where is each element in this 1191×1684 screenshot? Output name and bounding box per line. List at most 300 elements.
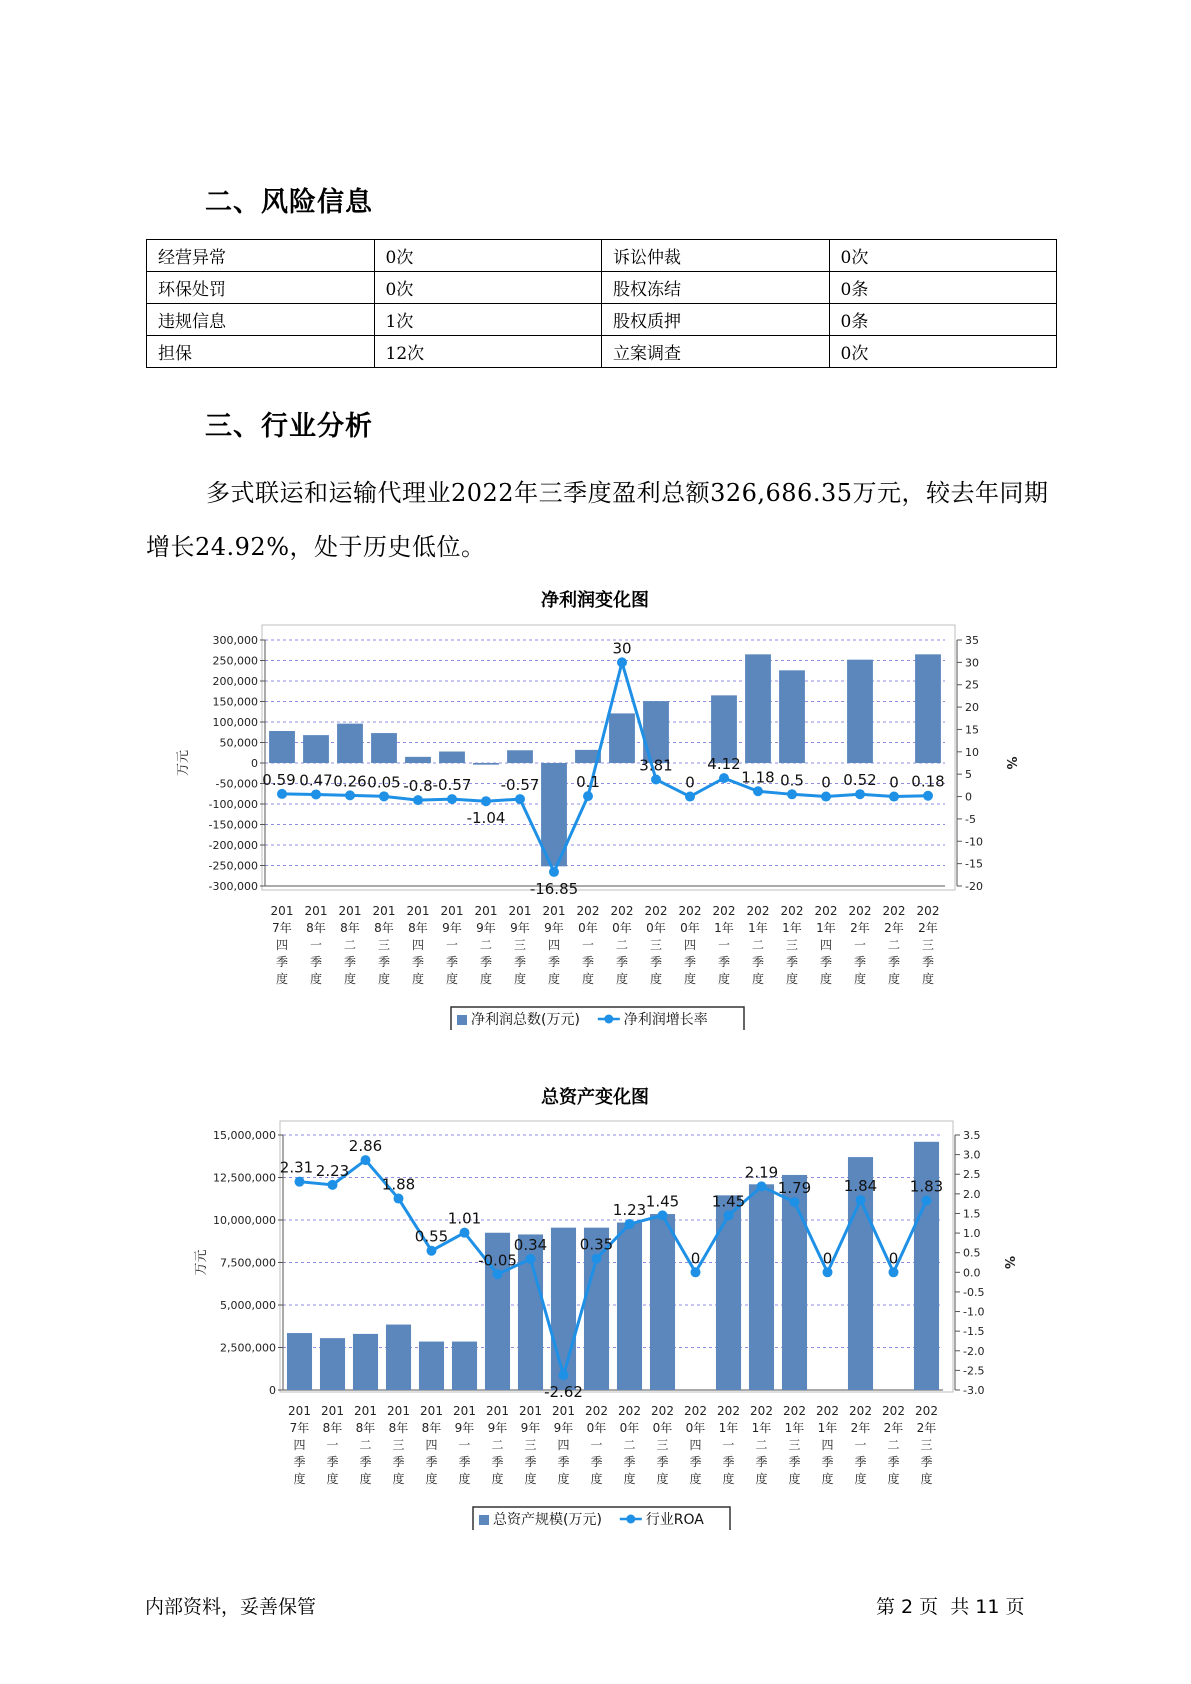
data-label: 3.81 <box>639 756 673 775</box>
category-label: 9年 <box>544 921 564 935</box>
category-label: 度 <box>513 972 527 986</box>
data-label: 0 <box>690 1249 701 1268</box>
category-label: 1年 <box>714 921 734 935</box>
category-label: 一 <box>853 938 867 952</box>
bar <box>337 724 363 763</box>
category-label: 2年 <box>850 921 870 935</box>
line-point <box>413 795 423 805</box>
line-point <box>592 1254 602 1264</box>
bar <box>745 654 771 763</box>
risk-label-cell: 诉讼仲裁 <box>602 240 830 272</box>
category-label: 度 <box>751 972 765 986</box>
legend-line-marker <box>604 1015 613 1024</box>
risk-value-cell: 0条 <box>829 272 1057 304</box>
y-tick-label: -200,000 <box>208 839 258 852</box>
legend-bar-label: 总资产规模(万元) <box>493 1512 602 1528</box>
line-point <box>526 1254 536 1264</box>
y2-tick-label: -2.5 <box>963 1364 985 1378</box>
bar <box>716 1195 741 1390</box>
y2-tick-label: 3.0 <box>963 1148 981 1162</box>
category-label: 度 <box>425 1472 438 1486</box>
category-label: 季 <box>788 1455 801 1469</box>
line-point <box>617 657 627 667</box>
chart1-title: 净利润变化图 <box>541 590 649 611</box>
category-label: 一 <box>458 1438 471 1452</box>
category-label: 度 <box>656 1472 669 1486</box>
category-label: 二 <box>887 938 901 952</box>
data-label: 1.18 <box>741 768 775 787</box>
data-label: 0.26 <box>333 772 367 791</box>
category-label: 202 <box>610 904 634 918</box>
legend-bar-swatch <box>457 1015 467 1025</box>
category-label: 度 <box>581 972 595 986</box>
legend-line-label: 净利润增长率 <box>623 1012 708 1028</box>
category-label: 季 <box>445 955 459 969</box>
risk-value-cell: 0条 <box>829 304 1057 336</box>
line-point <box>625 1219 635 1229</box>
category-label: 9年 <box>487 1421 508 1435</box>
industry-paragraph: 多式联运和运输代理业2022年三季度盈利总额326,686.35万元，较去年同期增长24.92%，处于历史低位。 <box>146 479 1049 561</box>
y2-tick-label: 5 <box>965 768 972 782</box>
data-label: 30 <box>612 639 632 658</box>
category-label: 一 <box>445 938 459 952</box>
line-point <box>447 794 457 804</box>
y-tick-label: -300,000 <box>208 880 258 893</box>
bar <box>439 752 465 763</box>
category-label: 二 <box>479 938 493 952</box>
category-label: 201 <box>288 1404 311 1418</box>
y2-tick-label: 1.0 <box>963 1227 981 1241</box>
category-label: 202 <box>618 1404 641 1418</box>
data-label: 0.1 <box>576 773 600 792</box>
y-tick-label: 300,000 <box>212 634 258 647</box>
category-label: 四 <box>819 938 833 952</box>
bar <box>452 1342 477 1390</box>
bar <box>650 1214 675 1390</box>
category-label: 季 <box>921 955 935 969</box>
category-label: 季 <box>275 955 289 969</box>
y-tick-label: 150,000 <box>212 695 258 709</box>
category-label: 度 <box>411 972 425 986</box>
category-label: 1年 <box>748 921 768 935</box>
category-label: 季 <box>722 1455 735 1469</box>
category-label: 三 <box>788 1438 801 1452</box>
category-label: 季 <box>656 1455 669 1469</box>
data-label: -0.57 <box>500 776 540 795</box>
category-label: 7年 <box>272 921 292 935</box>
line-point <box>515 794 525 804</box>
data-label: 2.31 <box>279 1158 314 1177</box>
category-label: 度 <box>785 972 799 986</box>
risk-table-row <box>147 240 1057 272</box>
category-label: 8年 <box>374 921 394 935</box>
y-tick-label: 12,500,000 <box>213 1171 276 1185</box>
y2-tick-label: 2.5 <box>963 1168 981 1182</box>
category-label: 二 <box>755 1438 768 1452</box>
category-label: 四 <box>275 938 289 952</box>
category-label: 0年 <box>578 921 598 935</box>
category-label: 季 <box>513 955 527 969</box>
category-label: 季 <box>392 1455 405 1469</box>
category-label: 8年 <box>322 1421 343 1435</box>
line-point <box>685 792 695 802</box>
y2-tick-label: 10 <box>965 745 979 759</box>
category-label: 四 <box>411 938 425 952</box>
bar <box>303 735 329 763</box>
bar <box>711 695 737 763</box>
category-label: 季 <box>359 1455 372 1469</box>
y-tick-label: 50,000 <box>219 736 258 750</box>
category-label: 201 <box>519 1404 542 1418</box>
y-tick-label: 7,500,000 <box>220 1256 276 1270</box>
data-label: 0 <box>889 773 899 792</box>
risk-value-cell: 0次 <box>829 240 1057 272</box>
category-label: 度 <box>275 972 289 986</box>
risk-label-cell: 环保处罚 <box>147 272 375 304</box>
category-label: 202 <box>780 904 804 918</box>
line-point <box>753 786 763 796</box>
line-point <box>691 1267 701 1277</box>
category-label: 三 <box>392 1438 405 1452</box>
category-label: 1年 <box>718 1421 739 1435</box>
y-tick-label: 5,000,000 <box>220 1299 276 1312</box>
category-label: 201 <box>508 904 532 918</box>
y2-tick-label: 30 <box>965 656 979 670</box>
data-label: 1.84 <box>843 1177 878 1196</box>
category-label: 8年 <box>388 1421 409 1435</box>
data-label: 1.45 <box>711 1192 746 1211</box>
bar <box>782 1175 807 1390</box>
y2-tick-label: -20 <box>965 880 983 893</box>
category-label: 三 <box>656 1438 669 1452</box>
category-label: 1年 <box>782 921 802 935</box>
category-label: 9年 <box>553 1421 574 1435</box>
category-label: 季 <box>819 955 833 969</box>
category-label: 2年 <box>916 1421 937 1435</box>
bar <box>617 1223 642 1390</box>
legend-bar-label: 净利润总数(万元) <box>471 1012 580 1028</box>
y-tick-label: -250,000 <box>208 859 258 873</box>
category-label: 度 <box>590 1472 603 1486</box>
category-label: 度 <box>921 972 935 986</box>
y2-tick-label: -3.0 <box>963 1384 985 1397</box>
category-label: 201 <box>406 904 430 918</box>
category-label: 202 <box>717 1404 740 1418</box>
category-label: 季 <box>683 955 697 969</box>
category-label: 一 <box>326 1438 339 1452</box>
category-label: 度 <box>623 1472 636 1486</box>
line-point <box>277 789 287 799</box>
category-label: 度 <box>524 1472 537 1486</box>
line-point <box>427 1246 437 1256</box>
category-label: 201 <box>440 904 464 918</box>
category-label: 201 <box>486 1404 509 1418</box>
data-label: 0 <box>821 773 831 792</box>
category-label: 0年 <box>619 1421 640 1435</box>
category-label: 三 <box>377 938 391 952</box>
category-label: 度 <box>722 1472 735 1486</box>
category-label: 0年 <box>652 1421 673 1435</box>
bar <box>609 713 635 763</box>
risk-value-cell: 0次 <box>374 240 602 272</box>
risk-value-cell: 1次 <box>374 304 602 336</box>
category-label: 2年 <box>883 1421 904 1435</box>
category-label: 201 <box>552 1404 575 1418</box>
category-label: 一 <box>717 938 731 952</box>
category-label: 8年 <box>306 921 326 935</box>
line-point <box>790 1197 800 1207</box>
category-label: 202 <box>585 1404 608 1418</box>
risk-table-row <box>147 336 1057 368</box>
category-label: 202 <box>848 904 872 918</box>
category-label: 季 <box>377 955 391 969</box>
category-label: 0年 <box>685 1421 706 1435</box>
category-label: 0年 <box>586 1421 607 1435</box>
category-label: 度 <box>392 1472 405 1486</box>
category-label: 201 <box>453 1404 476 1418</box>
y-tick-label: 0 <box>269 1384 276 1397</box>
category-label: 二 <box>491 1438 504 1452</box>
y2-tick-label: 25 <box>965 678 979 692</box>
data-label: 1.83 <box>909 1177 944 1196</box>
category-label: 201 <box>372 904 396 918</box>
line-point <box>379 791 389 801</box>
category-label: 202 <box>750 1404 773 1418</box>
line-point <box>460 1228 470 1238</box>
risk-label-cell: 违规信息 <box>147 304 375 336</box>
category-label: 季 <box>689 1455 702 1469</box>
category-label: 2年 <box>918 921 938 935</box>
category-label: 202 <box>712 904 736 918</box>
y2-tick-label: -1.5 <box>963 1325 985 1339</box>
data-label: 0.05 <box>367 773 401 792</box>
category-label: 8年 <box>421 1421 442 1435</box>
y-tick-label: 10,000,000 <box>213 1214 276 1227</box>
y2-tick-label: 0.0 <box>963 1266 981 1280</box>
category-label: 202 <box>783 1404 806 1418</box>
category-label: 1年 <box>816 921 836 935</box>
category-label: 度 <box>649 972 663 986</box>
line-point <box>361 1155 371 1165</box>
category-label: 季 <box>853 955 867 969</box>
category-label: 季 <box>581 955 595 969</box>
footer-page-number: 第 2 页 共 11 页 <box>876 1596 1025 1618</box>
category-label: 2年 <box>850 1421 871 1435</box>
risk-label-cell: 立案调查 <box>602 336 830 368</box>
bar <box>320 1338 345 1390</box>
category-label: 季 <box>411 955 425 969</box>
y2-tick-label: 3.5 <box>963 1129 981 1142</box>
data-label: -2.62 <box>544 1383 583 1402</box>
line-point <box>757 1181 767 1191</box>
category-label: 三 <box>524 1438 537 1452</box>
category-label: 度 <box>854 1472 867 1486</box>
category-label: 度 <box>755 1472 768 1486</box>
y-tick-label: 250,000 <box>212 654 258 668</box>
category-label: 季 <box>343 955 357 969</box>
category-label: 8年 <box>355 1421 376 1435</box>
category-label: 201 <box>270 904 294 918</box>
category-label: 1年 <box>784 1421 805 1435</box>
category-label: 度 <box>788 1472 801 1486</box>
category-label: 四 <box>689 1438 702 1452</box>
risk-label-cell: 经营异常 <box>147 240 375 272</box>
category-label: 四 <box>425 1438 438 1452</box>
risk-value-cell: 0次 <box>374 272 602 304</box>
risk-table-row <box>147 272 1057 304</box>
data-label: 0.35 <box>579 1235 614 1254</box>
line-point <box>922 1196 932 1206</box>
y2-tick-label: -10 <box>965 835 983 849</box>
data-label: 1.01 <box>447 1209 482 1228</box>
category-label: 202 <box>882 904 906 918</box>
category-label: 季 <box>854 1455 867 1469</box>
category-label: 一 <box>581 938 595 952</box>
data-label: 0.59 <box>262 770 296 789</box>
legend-line-marker <box>626 1515 635 1524</box>
category-label: 二 <box>343 938 357 952</box>
category-label: 季 <box>920 1455 933 1469</box>
data-label: 0 <box>685 773 695 792</box>
category-label: 三 <box>785 938 799 952</box>
line-point <box>658 1210 668 1220</box>
line-point <box>889 792 899 802</box>
bar <box>386 1325 411 1390</box>
line-point <box>724 1210 734 1220</box>
category-label: 7年 <box>289 1421 310 1435</box>
y-tick-label: 100,000 <box>212 716 258 729</box>
data-label: 0 <box>822 1249 833 1268</box>
category-label: 度 <box>458 1472 471 1486</box>
category-label: 二 <box>887 1438 900 1452</box>
section-title-risk: 二、风险信息 <box>205 187 373 218</box>
category-label: 0年 <box>646 921 666 935</box>
y2-tick-label: -5 <box>965 812 976 826</box>
category-label: 度 <box>821 1472 834 1486</box>
category-label: 季 <box>887 955 901 969</box>
line-point <box>328 1180 338 1190</box>
data-label: 0 <box>888 1249 899 1268</box>
y2-tick-label: 35 <box>965 634 979 647</box>
line-point <box>311 789 321 799</box>
bar <box>473 763 499 765</box>
category-label: 一 <box>309 938 323 952</box>
data-label: 0.34 <box>513 1235 548 1254</box>
category-label: 9年 <box>476 921 496 935</box>
data-label: -0.05 <box>478 1251 517 1270</box>
bar <box>507 750 533 763</box>
data-label: -0.8 <box>403 777 433 796</box>
category-label: 201 <box>321 1404 344 1418</box>
data-label: -1.04 <box>466 809 506 828</box>
y2-tick-label: 2.0 <box>963 1187 981 1201</box>
bar <box>269 731 295 763</box>
category-label: 9年 <box>454 1421 475 1435</box>
y-tick-label: 200,000 <box>212 675 258 688</box>
category-label: 202 <box>644 904 668 918</box>
category-label: 四 <box>557 1438 570 1452</box>
category-label: 202 <box>849 1404 872 1418</box>
data-label: 1.23 <box>612 1201 647 1220</box>
category-label: 三 <box>513 938 527 952</box>
category-label: 季 <box>821 1455 834 1469</box>
category-label: 季 <box>479 955 493 969</box>
category-label: 度 <box>853 972 867 986</box>
category-label: 三 <box>921 938 935 952</box>
category-label: 一 <box>590 1438 603 1452</box>
category-label: 季 <box>491 1455 504 1469</box>
y2-axis-label: % <box>1001 1255 1016 1270</box>
category-label: 度 <box>479 972 493 986</box>
y2-tick-label: 0 <box>965 790 972 804</box>
bar <box>551 1228 576 1390</box>
y2-tick-label: 20 <box>965 701 979 715</box>
category-label: 9年 <box>442 921 462 935</box>
bar <box>419 1342 444 1390</box>
y2-tick-label: -0.5 <box>963 1285 985 1299</box>
category-label: 一 <box>722 1438 735 1452</box>
category-label: 201 <box>542 904 566 918</box>
y-axis-label: 万元 <box>194 1249 209 1276</box>
risk-value-cell: 12次 <box>374 336 602 368</box>
line-point <box>855 789 865 799</box>
category-label: 202 <box>816 1404 839 1418</box>
line-point <box>394 1194 404 1204</box>
category-label: 季 <box>524 1455 537 1469</box>
category-label: 201 <box>474 904 498 918</box>
data-label: 2.19 <box>744 1163 779 1182</box>
category-label: 202 <box>678 904 702 918</box>
category-label: 季 <box>557 1455 570 1469</box>
data-label: -0.57 <box>432 776 472 795</box>
legend-bar-swatch <box>479 1515 489 1525</box>
category-label: 201 <box>420 1404 443 1418</box>
category-label: 二 <box>359 1438 372 1452</box>
data-label: 0.47 <box>299 771 333 790</box>
footer-confidential: 内部资料，妥善保管 <box>145 1596 317 1618</box>
data-label: 2.86 <box>348 1137 383 1156</box>
line-point <box>345 790 355 800</box>
category-label: 度 <box>309 972 323 986</box>
category-label: 1年 <box>751 1421 772 1435</box>
line-point <box>493 1269 503 1279</box>
category-label: 季 <box>717 955 731 969</box>
category-label: 2年 <box>884 921 904 935</box>
category-label: 202 <box>576 904 600 918</box>
category-label: 四 <box>683 938 697 952</box>
category-label: 201 <box>354 1404 377 1418</box>
category-label: 度 <box>683 972 697 986</box>
risk-label-cell: 担保 <box>147 336 375 368</box>
category-label: 0年 <box>612 921 632 935</box>
category-label: 度 <box>615 972 629 986</box>
line-point <box>821 792 831 802</box>
bar <box>371 733 397 763</box>
data-label: 1.45 <box>645 1192 680 1211</box>
line-point <box>923 791 933 801</box>
category-label: 度 <box>920 1472 933 1486</box>
bar <box>405 757 431 763</box>
category-label: 三 <box>920 1438 933 1452</box>
category-label: 度 <box>377 972 391 986</box>
category-label: 度 <box>717 972 731 986</box>
category-label: 度 <box>445 972 459 986</box>
category-label: 度 <box>887 972 901 986</box>
category-label: 四 <box>547 938 561 952</box>
category-label: 9年 <box>510 921 530 935</box>
category-label: 202 <box>684 1404 707 1418</box>
data-label: 0.52 <box>843 771 877 790</box>
